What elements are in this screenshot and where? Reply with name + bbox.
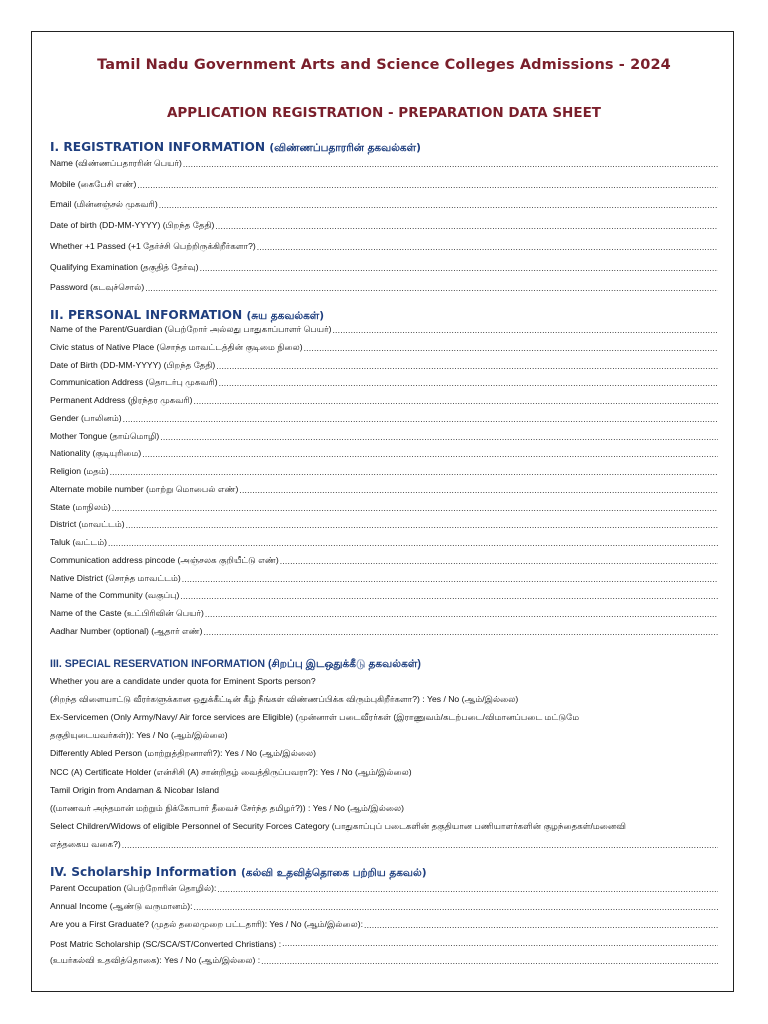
field-label: Communication Address (தொடர்பு முகவரி) [50,377,218,388]
fill-in-line[interactable] [261,956,718,967]
fill-in-line[interactable] [137,180,718,191]
fill-in-line[interactable] [180,591,718,602]
registration-field[interactable] [50,217,718,232]
personal-field[interactable] [50,623,718,638]
section-heading-tamil: (விண்ணப்பதாரரின் தகவல்கள்) [269,142,421,154]
fill-in-line[interactable] [183,159,718,170]
fill-in-line[interactable] [142,449,718,460]
field-label: Alternate mobile number (மாற்று மொபைல் எண்) [50,483,239,494]
field-label: Religion (மதம்) [50,466,109,476]
field-label: Parent Occupation (பெற்றோரின் தொழில்): [50,883,217,893]
personal-field[interactable] [50,534,718,549]
registration-field[interactable] [50,238,718,253]
page-subtitle: APPLICATION REGISTRATION - PREPARATION DATA SHEET [166,105,602,121]
field-label: Date of birth (DD-MM-YYYY) (பிறந்த தேதி) [50,220,215,231]
fill-in-line[interactable] [219,378,718,389]
fill-in-line[interactable] [332,325,718,336]
field-label: Communication address pincode (அஞ்சலக குறியீட்டு எண்) [50,554,279,565]
personal-field[interactable] [50,552,718,567]
personal-field[interactable] [50,570,718,585]
fill-in-line[interactable] [182,574,718,585]
field-label: Qualifying Examination (தகுதித் தேர்வு) [50,261,199,272]
personal-field[interactable] [50,463,718,478]
scholarship-field[interactable] [50,880,718,895]
fill-in-line[interactable] [194,396,718,407]
field-label: Aadhar Number (optional) (ஆதார் எண்) [50,625,203,636]
reservation-text-line: NCC (A) Certificate Holder (என்சிசி (A) சான்றிதழ் வைத்திருப்பவரா?): Yes / No (ஆம்/இல்லை) [50,767,412,777]
scholarship-field[interactable] [50,898,718,913]
field-label: Taluk (வட்டம்) [50,537,107,547]
field-label: Mother Tongue (தாய்மொழி) [50,430,160,441]
field-label: எத்தகைய வகை?) [50,839,121,849]
field-label: Civic status of Native Place (சொந்த மாவட்டத்தின் குடிமை நிலை) [50,341,303,352]
reservation-text-line: Whether you are a candidate under quota for Eminent Sports person? [50,676,316,686]
fill-in-line[interactable] [194,902,718,913]
personal-field[interactable] [50,339,718,354]
fill-in-line[interactable] [112,503,718,514]
registration-field[interactable] [50,176,718,191]
field-label: Email (மின்னஞ்சல் முகவரி) [50,199,158,210]
fill-in-line[interactable] [364,920,718,931]
fill-in-line[interactable] [126,520,718,531]
section-heading-text: IV. Scholarship Information [50,865,237,879]
personal-field[interactable] [50,605,718,620]
section-heading-text: III. SPECIAL RESERVATION INFORMATION [50,658,266,670]
section-heading-tamil: (கல்வி உதவித்தொகை பற்றிய தகவல்) [240,867,427,879]
reservation-text-line: தகுதியுடையவர்கள்)): Yes / No (ஆம்/இல்லை) [50,730,228,740]
field-label: Date of Birth (DD-MM-YYYY) (பிறந்த தேதி) [50,359,216,370]
field-label: Permanent Address (நிரந்தர முகவரி) [50,395,193,405]
personal-field[interactable] [50,428,718,443]
section-heading-text: I. REGISTRATION INFORMATION [50,140,266,154]
fill-in-line[interactable] [216,361,718,372]
scholarship-field[interactable] [50,916,718,931]
page-title: Tamil Nadu Government Arts and Science Colleges Admissions - 2024 [97,57,671,73]
personal-field[interactable] [50,410,718,425]
personal-field[interactable] [50,392,718,407]
section-heading-text: II. PERSONAL INFORMATION [50,308,243,322]
fill-in-line[interactable] [200,263,718,274]
section-heading-tamil: (சிறப்பு இடஒதுக்கீடு தகவல்கள்) [267,658,421,670]
fill-in-line[interactable] [304,343,718,354]
fill-in-line[interactable] [145,283,718,294]
field-label: Whether +1 Passed (+1 தேர்ச்சி பெற்றிருக்கிறீர்களா?) [50,240,256,251]
field-label: Name of the Parent/Guardian (பெற்றோர் அல்லது பாதுகாப்பாளர் பெயர்) [50,324,332,334]
personal-field[interactable] [50,445,718,460]
fill-in-line[interactable] [215,221,718,232]
fill-in-line[interactable] [108,538,718,549]
personal-field[interactable] [50,499,718,514]
field-label: Password (கடவுச்சொல்) [50,282,145,293]
fill-in-line[interactable] [280,556,718,567]
personal-field[interactable] [50,321,718,336]
section-heading-reservation [50,658,421,671]
reservation-category-field[interactable] [50,836,718,851]
reservation-text-line: Select Children/Widows of eligible Personnel of Security Forces Category (பாதுகாப்புப் படைகளின் தகுதியான பணியாளர்களின் குழந்தைகள்/மனைவி [50,821,626,831]
scholarship-field[interactable] [50,934,718,949]
fill-in-line[interactable] [257,242,718,253]
personal-field[interactable] [50,357,718,372]
fill-in-line[interactable] [159,200,718,211]
reservation-text-line: Ex-Servicemen (Only Army/Navy/ Air force services are Eligible) (முன்னாள் படைவீரர்கள் (இராணுவம்/கடற்படை/விமானப்படை மட்டுமே [50,712,580,722]
fill-in-line[interactable] [122,840,718,851]
field-label: Post Matric Scholarship (SC/SCA/ST/Converted Christians) : [50,939,282,949]
registration-field[interactable] [50,196,718,211]
field-label: Native District (சொந்த மாவட்டம்) [50,572,181,583]
registration-field[interactable] [50,155,718,170]
section-heading-scholarship [50,865,427,880]
field-label: Are you a First Graduate? (முதல் தலைமுறை பட்டதாரி): Yes / No (ஆம்/இல்லை): [50,919,363,929]
field-label: Name of the Community (வகுப்பு) [50,590,180,601]
section-heading-registration [50,140,421,155]
field-label: State (மாநிலம்) [50,501,111,512]
fill-in-line[interactable] [205,609,718,620]
section-heading-tamil: (சுய தகவல்கள்) [246,310,325,322]
fill-in-line[interactable] [160,432,718,443]
field-label: Mobile (கைபேசி எண்) [50,178,137,189]
field-label: Name of the Caste (உட்பிரிவின் பெயர்) [50,608,204,618]
fill-in-line[interactable] [217,884,718,895]
reservation-text-line: ((மாணவர் அந்தமான் மற்றும் நிக்கோபார் தீவைச் சேர்ந்த தமிழர்?)) : Yes / No (ஆம்/இல்லை) [50,803,404,813]
personal-field[interactable] [50,374,718,389]
scholarship-field[interactable] [50,952,718,967]
fill-in-line[interactable] [282,938,718,949]
registration-field[interactable] [50,259,718,274]
fill-in-line[interactable] [123,414,718,425]
personal-field[interactable] [50,587,718,602]
personal-field[interactable] [50,481,718,496]
reservation-text-line: Tamil Origin from Andaman & Nicobar Island [50,785,220,795]
fill-in-line[interactable] [203,627,718,638]
fill-in-line[interactable] [239,485,718,496]
field-label: Nationality (குடியுரிமை) [50,448,142,459]
fill-in-line[interactable] [110,467,718,478]
field-label: District (மாவட்டம்) [50,519,125,530]
field-label: Name (விண்ணப்பதாரரின் பெயர்) [50,158,182,168]
reservation-text-line: (சிறந்த விளையாட்டு வீரர்களுக்கான ஒதுக்கீட்டின் கீழ் நீங்கள் விண்ணப்பிக்க விரும்புகிறீர்களா?) : Yes / No (ஆம்/இல்லை) [50,694,519,704]
field-label: Annual Income (ஆண்டு வருமானம்): [50,901,193,911]
personal-field[interactable] [50,516,718,531]
field-label: (உயர்கல்வி உதவித்தொகை): Yes / No (ஆம்/இல்லை) : [50,955,261,965]
field-label: Gender (பாலினம்) [50,412,122,423]
reservation-text-line: Differently Abled Person (மாற்றுத்திறனாளி?): Yes / No (ஆம்/இல்லை) [50,748,317,758]
registration-field[interactable] [50,279,718,294]
